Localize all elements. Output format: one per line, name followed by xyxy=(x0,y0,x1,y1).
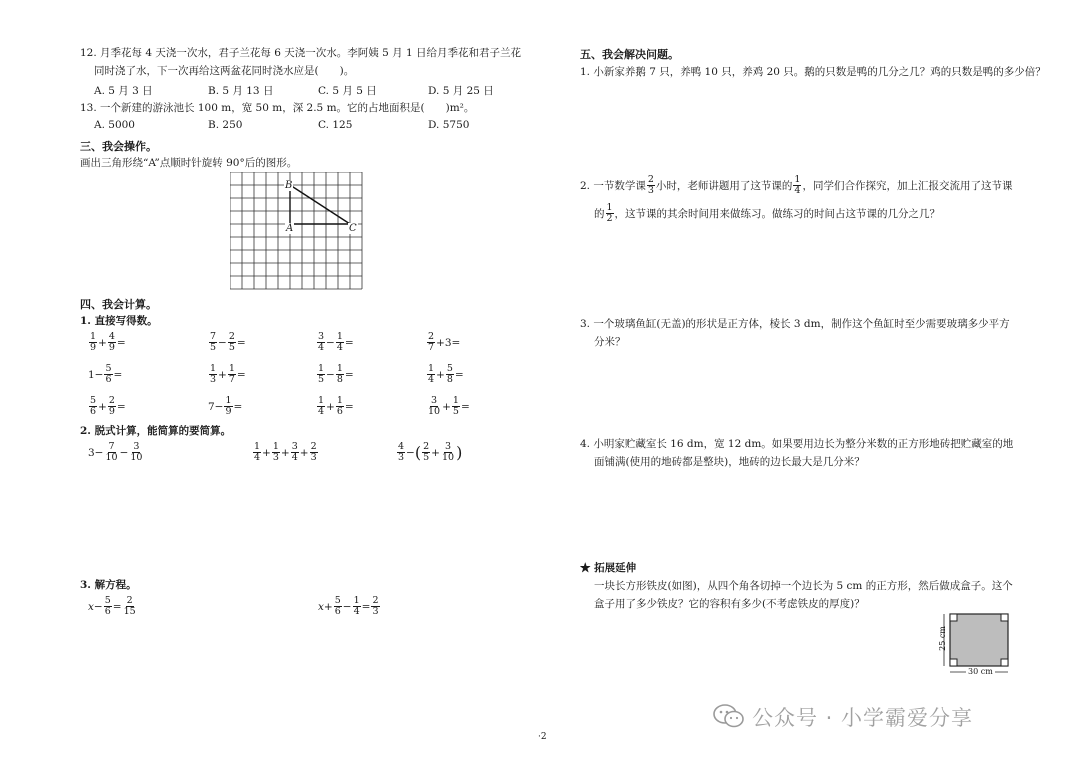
calc-2-3: $\frac{1}{5}$ − $\frac{1}{8}$ = xyxy=(318,363,354,385)
calc-3-2: 7− $\frac{1}{9}$ = xyxy=(208,395,243,417)
q12-option-a: A. 5 月 3 日 xyxy=(94,85,153,97)
problem-1: 1. 小新家养鹅 7 只，养鸭 10 只，养鸡 20 只。鹅的只数是鸭的几分之几？鸡的只数是鸭的多少倍？ xyxy=(580,66,1046,78)
calc-1-3: $\frac{3}{4}$ − $\frac{1}{4}$ = xyxy=(318,331,354,353)
dim-width-label: 30 cm xyxy=(968,667,993,676)
problem-2-part-a: 2. 一节数学课 xyxy=(580,180,646,192)
extension-title: ★ 拓展延伸 xyxy=(580,562,637,574)
calc-3-1: $\frac{5}{6}$ + $\frac{2}{9}$ = xyxy=(90,395,126,417)
q13-option-a: A. 5000 xyxy=(94,119,135,131)
calc-2-2: $\frac{1}{3}$ + $\frac{1}{7}$ = xyxy=(210,363,246,385)
problem-2-part-e: ，这节课的其余时间用来做练习。做练习的时间占这节课的几分之几？ xyxy=(614,208,941,220)
watermark-text: 公众号 · 小学霸爱分享 xyxy=(752,706,974,730)
q13-option-c: C. 125 xyxy=(318,119,353,131)
section4-title: 四、我会计算。 xyxy=(80,298,157,311)
section3-instruction: 画出三角形绕“A”点顺时针旋转 90°后的图形。 xyxy=(80,157,298,169)
q13-option-d: D. 5750 xyxy=(428,119,470,131)
section4-sub1: 1. 直接写得数。 xyxy=(80,315,158,327)
q13-option-b: B. 250 xyxy=(208,119,243,131)
point-a-label: A xyxy=(286,223,294,234)
q12-line1: 12. 月季花每 4 天浇一次水，君子兰花每 6 天浇一次水。李阿姨 5 月 1 日给月季花和君子兰花 xyxy=(80,47,521,59)
calc-1-1: $\frac{1}{9}$ + $\frac{4}{9}$ = xyxy=(90,331,126,353)
problem-3-line1: 3. 一个玻璃鱼缸(无盖)的形状是正方体，棱长 3 dm，制作这个鱼缸时至少需要玻璃多少平方 xyxy=(580,318,1010,330)
dim-height-label: 25 cm xyxy=(937,626,947,651)
q12-option-c: C. 5 月 5 日 xyxy=(318,85,377,97)
equation-2: x+ $\frac{5}{6}$ − $\frac{1}{4}$ = $\frac{2}{3}$ xyxy=(318,595,379,617)
calc-2-1: 1− $\frac{5}{6}$ = xyxy=(88,363,123,385)
problem-2-part-b: 小时，老师讲题用了这节课的 xyxy=(655,180,793,192)
problem-2-line2: 的 $\frac{1}{2}$ ，这节课的其余时间用来做练习。做练习的时间占这节课的几分之几？ xyxy=(594,202,941,224)
calc-1-4: $\frac{2}{7}$ +3= xyxy=(428,331,461,353)
calc-3-3: $\frac{1}{4}$ + $\frac{1}{6}$ = xyxy=(318,395,354,417)
q12-option-b: B. 5 月 13 日 xyxy=(208,85,274,97)
equation-1: x− $\frac{5}{6}$ = $\frac{2}{15}$ xyxy=(88,595,136,617)
problem-3-line2: 分米？ xyxy=(594,336,626,348)
q13-line1: 13. 一个新建的游泳池长 100 m，宽 50 m，深 2.5 m。它的占地面积是( )m²。 xyxy=(80,102,475,114)
problem-2-part-c: ，同学们合作探究，加上汇报交流用了这节课 xyxy=(802,180,1013,192)
stepcalc-1: 3− $\frac{7}{10}$ − $\frac{3}{10}$ xyxy=(88,441,143,463)
calc-2-4: $\frac{1}{4}$ + $\frac{5}{8}$ = xyxy=(428,363,464,385)
section3-title: 三、我会操作。 xyxy=(80,140,157,153)
stepcalc-3: $\frac{4}{3}$ − ( $\frac{2}{5}$ + $\frac{3}{10}$ ) xyxy=(398,441,463,463)
problem-4-line2: 面铺满(使用的地砖都是整块)，地砖的边长最大是几分米？ xyxy=(594,456,865,468)
q12-line2: 同时浇了水，下一次再给这两盆花同时浇水应是( )。 xyxy=(94,65,355,77)
page-number: ·2 xyxy=(538,732,547,742)
triangle-abc xyxy=(290,185,350,224)
stepcalc-2: $\frac{1}{4}$ + $\frac{1}{3}$ + $\frac{3}{4}$ + $\frac{2}{3}$ xyxy=(254,441,317,463)
extension-line1: 一块长方形铁皮(如图)，从四个角各切掉一个边长为 5 cm 的正方形，然后做成盒子。这个 xyxy=(594,580,1013,592)
calc-3-4: $\frac{3}{10}$ + $\frac{1}{5}$ = xyxy=(428,395,470,417)
section5-title: 五、我会解决问题。 xyxy=(580,48,679,61)
calc-1-2: $\frac{7}{5}$ − $\frac{2}{5}$ = xyxy=(210,331,246,353)
problem-2-part-d: 的 xyxy=(594,208,605,220)
q12-option-d: D. 5 月 25 日 xyxy=(428,85,494,97)
section4-sub3: 3. 解方程。 xyxy=(80,579,137,591)
extension-line2: 盒子用了多少铁皮？它的容积有多少(不考虑铁皮的厚度)？ xyxy=(594,598,865,610)
rotation-grid xyxy=(230,172,364,290)
section4-sub2: 2. 脱式计算，能简算的要简算。 xyxy=(80,425,232,437)
problem-2-line1: 2. 一节数学课 $\frac{2}{3}$ 小时，老师讲题用了这节课的 $\frac{1}{4}$ ，同学们合作探究，加上汇报交流用了这节课 xyxy=(580,174,1013,196)
problem-4-line1: 4. 小明家贮藏室长 16 dm，宽 12 dm。如果要用边长为整分米数的正方形地砖把贮藏室的地 xyxy=(580,438,1014,450)
wechat-icon xyxy=(712,702,746,730)
point-b-label: B xyxy=(285,180,293,191)
point-c-label: C xyxy=(349,223,357,234)
